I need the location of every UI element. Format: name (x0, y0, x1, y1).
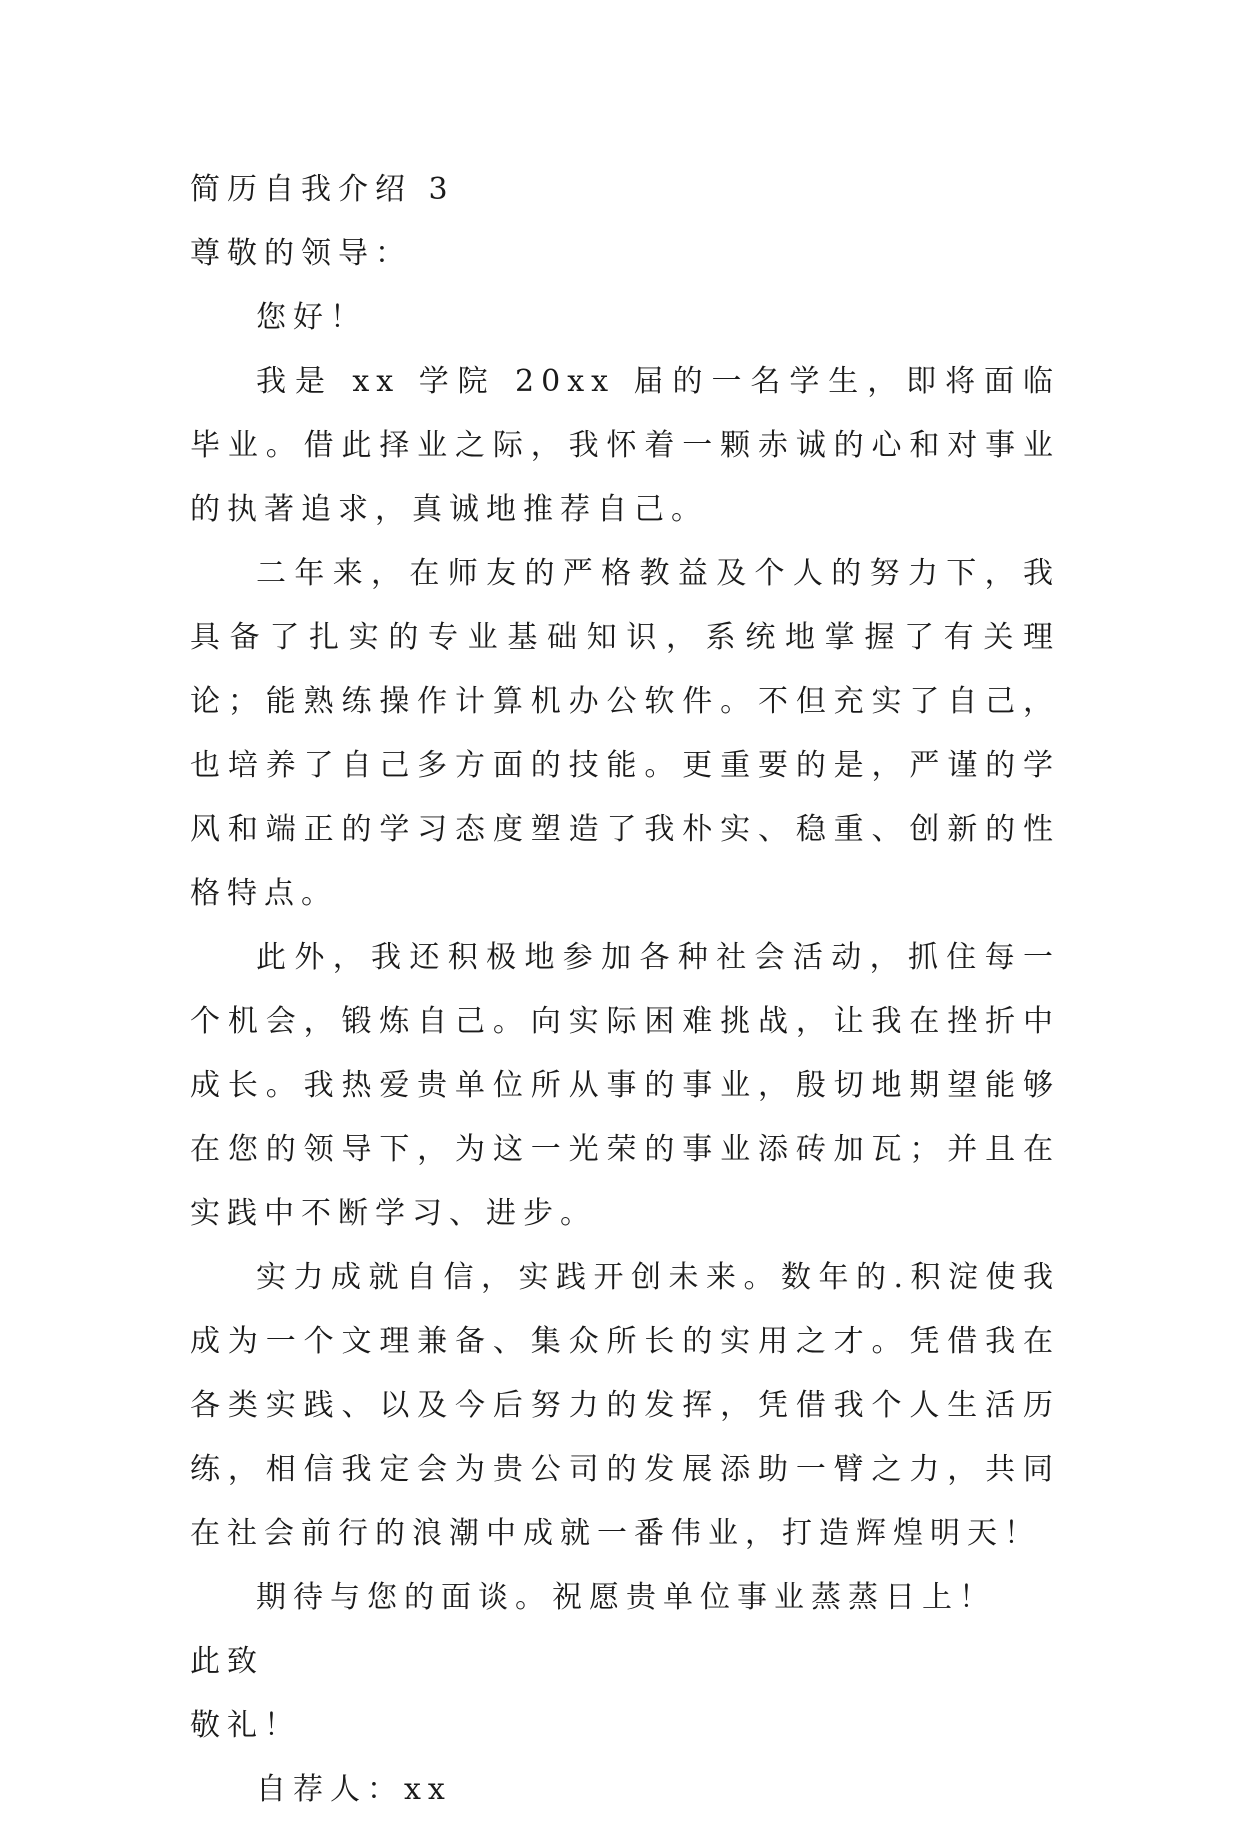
signature: 自荐人：xx (256, 1772, 452, 1807)
greeting: 您好！ (256, 300, 367, 335)
paragraph-intro: 我是 xx 学院 20xx 届的一名学生，即将面临毕业。借此择业之际，我怀着一颗赤诚的心和对事业的执著追求，真诚地推荐自己。 (190, 364, 1060, 527)
paragraph-ability: 实力成就自信，实践开创未来。数年的.积淀使我成为一个文理兼备、集众所长的实用之才。凭借我在各类实践、以及今后努力的发挥，凭借我个人生活历练，相信我定会为贵公司的发展添助一臂之力，共同在社会前行的浪潮中成就一番伟业，打造辉煌明天！ (190, 1260, 1060, 1551)
salutation: 尊敬的领导： (190, 236, 412, 271)
paragraph-activities: 此外，我还积极地参加各种社会活动，抓住每一个机会，锻炼自己。向实际困难挑战，让我在挫折中成长。我热爱贵单位所从事的事业，殷切地期望能够在您的领导下，为这一光荣的事业添砖加瓦；并且在实践中不断学习、进步。 (190, 940, 1060, 1231)
paragraph-closing-wish: 期待与您的面谈。祝愿贵单位事业蒸蒸日上！ (256, 1580, 996, 1615)
document-page (190, 158, 1060, 1822)
document-title: 简历自我介绍 3 (190, 172, 455, 207)
closing-phrase: 此致 (190, 1644, 264, 1679)
paragraph-study: 二年来，在师友的严格教益及个人的努力下，我具备了扎实的专业基础知识，系统地掌握了有关理论；能熟练操作计算机办公软件。不但充实了自己，也培养了自己多方面的技能。更重要的是，严谨的学风和端正的学习态度塑造了我朴实、稳重、创新的性格特点。 (190, 556, 1060, 911)
closing-salute: 敬礼！ (190, 1708, 301, 1743)
